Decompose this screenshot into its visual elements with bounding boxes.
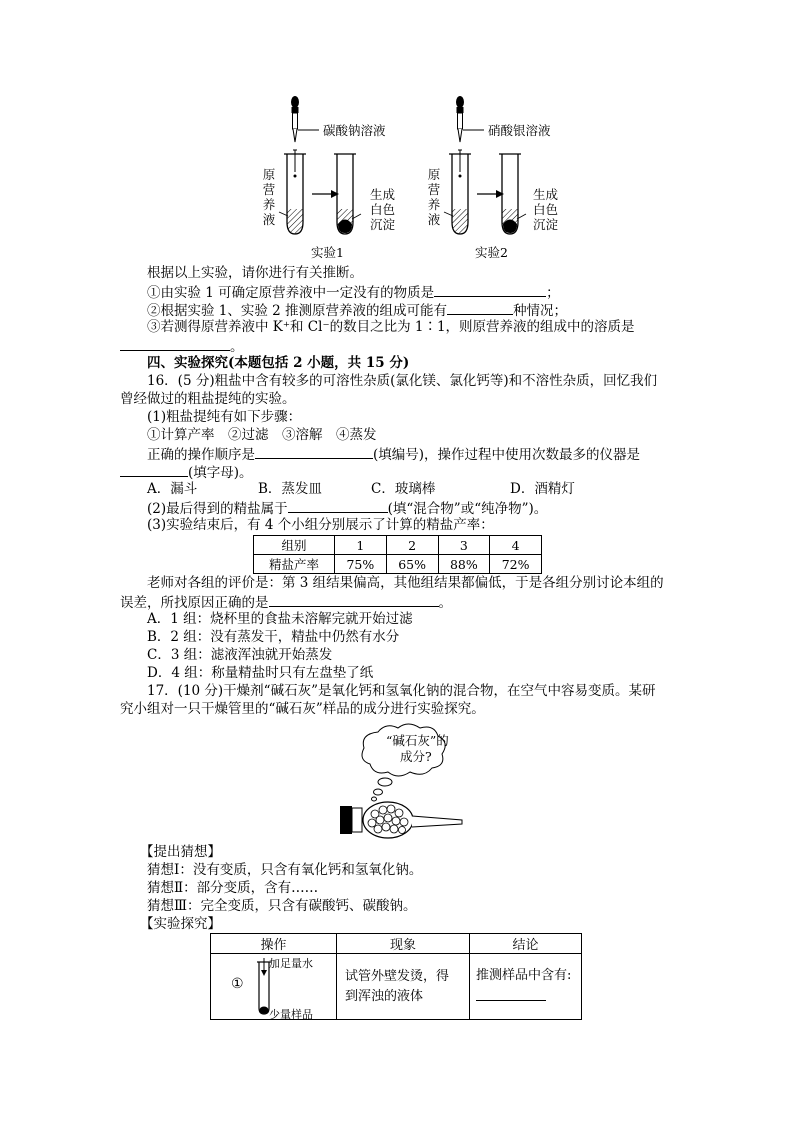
operation-cell	[211, 954, 337, 1020]
arrow-2	[477, 190, 504, 198]
row-number: ①	[231, 976, 244, 992]
q15-part2: ②根据实验 1、实验 2 推测原营养液的组成可能有 种情况；	[147, 303, 568, 319]
caption-1: 实验1	[311, 245, 344, 260]
q16-line2: 曾经做过的粗盐提纯的实验。	[120, 391, 296, 407]
reagent-label-2: 硝酸银溶液	[488, 123, 551, 138]
conclusion-cell: 推测样品中含有:	[470, 954, 582, 1020]
blank-3[interactable]	[120, 337, 230, 351]
yield-table	[253, 535, 542, 574]
q15-intro: 根据以上实验，请你进行有关推断。	[147, 265, 363, 281]
q15-part3-cont: 。	[120, 337, 244, 356]
table-row: 操作 现象 结论	[211, 934, 582, 954]
table-row	[211, 954, 582, 1020]
q16-order: 正确的操作顺序是 (填编号)，操作过程中使用次数最多的仪器是	[147, 447, 641, 463]
guess-1: 猜想Ⅰ：没有变质，只含有氧化钙和氢氧化钠。	[147, 862, 423, 878]
q15-part3: ③若测得原营养液中 K⁺和 Cl⁻的数目之比为 1∶1，则原营养液的组成中的溶质是	[147, 319, 635, 335]
drying-tube	[340, 802, 462, 838]
bubble-text-2: 成分?	[400, 749, 432, 764]
q16-instrument: (填字母)。	[120, 463, 253, 482]
blank-1[interactable]	[434, 283, 546, 297]
blank-purity[interactable]	[288, 499, 388, 513]
table-row: 精盐产率 75% 65% 88% 72%	[254, 555, 542, 574]
q17-line1: 17．(10 分)干燥剂“碱石灰”是氧化钙和氢氧化钠的混合物，在空气中容易变质。某研	[147, 683, 656, 699]
q16-comment: 老师对各组的评价是：第 3 组结果偏高，其他组结果都偏低，于是各组分别讨论本组的	[147, 575, 664, 591]
option-d: D．酒精灯	[510, 481, 575, 497]
q16-line1: 16．(5 分)粗盐中含有较多的可溶性杂质(氯化镁、氯化钙等)和不溶性杂质，回忆我们	[147, 373, 658, 389]
choice-d: D．4 组：称量精盐时只有左盘垫了纸	[147, 665, 374, 681]
guess-3: 猜想Ⅲ：完全变质，只含有碳酸钙、碳酸钠。	[147, 898, 417, 914]
option-a: A．漏斗	[147, 481, 198, 497]
q16-steps: ①计算产率 ②过滤 ③溶解 ④蒸发	[147, 427, 377, 443]
blank-reason[interactable]	[269, 593, 439, 607]
blank-order[interactable]	[255, 445, 373, 459]
blank-2[interactable]	[447, 301, 513, 315]
reagent-label-1: 碳酸钠溶液	[323, 123, 386, 138]
label-add-water: 加足量水	[269, 957, 313, 970]
q16-reason: 误差，所找原因正确的是 。	[120, 595, 452, 611]
guess-title: 【提出猜想】	[140, 844, 221, 860]
q17-line2: 究小组对一只干燥管里的“碱石灰”样品的成分进行实验探究。	[120, 701, 485, 717]
dropper-1	[291, 96, 319, 142]
bubble-text-1: “碱石灰”的	[386, 733, 449, 748]
section-title: 四、实验探究(本题包括 2 小题，共 15 分)	[147, 355, 410, 371]
experiment-figure	[255, 92, 575, 262]
guess-2: 猜想Ⅱ：部分变质，含有……	[147, 880, 319, 896]
dropper-2	[456, 96, 484, 142]
table-row: 组别 1 2 3 4	[254, 536, 542, 555]
blank-instrument[interactable]	[120, 463, 188, 477]
option-b: B．蒸发皿	[258, 481, 322, 497]
tube-1-left	[279, 150, 306, 234]
arrow-1	[312, 190, 339, 198]
q16-part2: (2)最后得到的精盐属于 (填“混合物”或“纯净物”)。	[147, 501, 548, 517]
choice-b: B．2 组：没有蒸发干，精盐中仍然有水分	[147, 629, 400, 645]
explore-title: 【实验探究】	[140, 916, 221, 932]
q16-line3: (1)粗盐提纯有如下步骤：	[147, 409, 302, 425]
q15-part1: ①由实验 1 可确定原营养液中一定没有的物质是 ；	[147, 285, 560, 301]
tube-2-left	[444, 150, 471, 234]
q16-part3: (3)实验结束后，有 4 个小组分别展示了计算的精盐产率：	[147, 517, 494, 533]
choice-c: C．3 组：滤液浑浊就开始蒸发	[147, 647, 333, 663]
choice-a: A．1 组：烧杯里的食盐未溶解完就开始过滤	[147, 611, 413, 627]
label-sample: 少量样品	[269, 1008, 313, 1021]
phenomenon-cell: 试管外壁发烫，得 到浑浊的液体	[337, 954, 470, 1020]
option-c: C．玻璃棒	[371, 481, 436, 497]
caption-2: 实验2	[475, 245, 508, 260]
blank-conclusion[interactable]	[476, 987, 546, 1001]
experiment-table	[210, 933, 582, 1020]
